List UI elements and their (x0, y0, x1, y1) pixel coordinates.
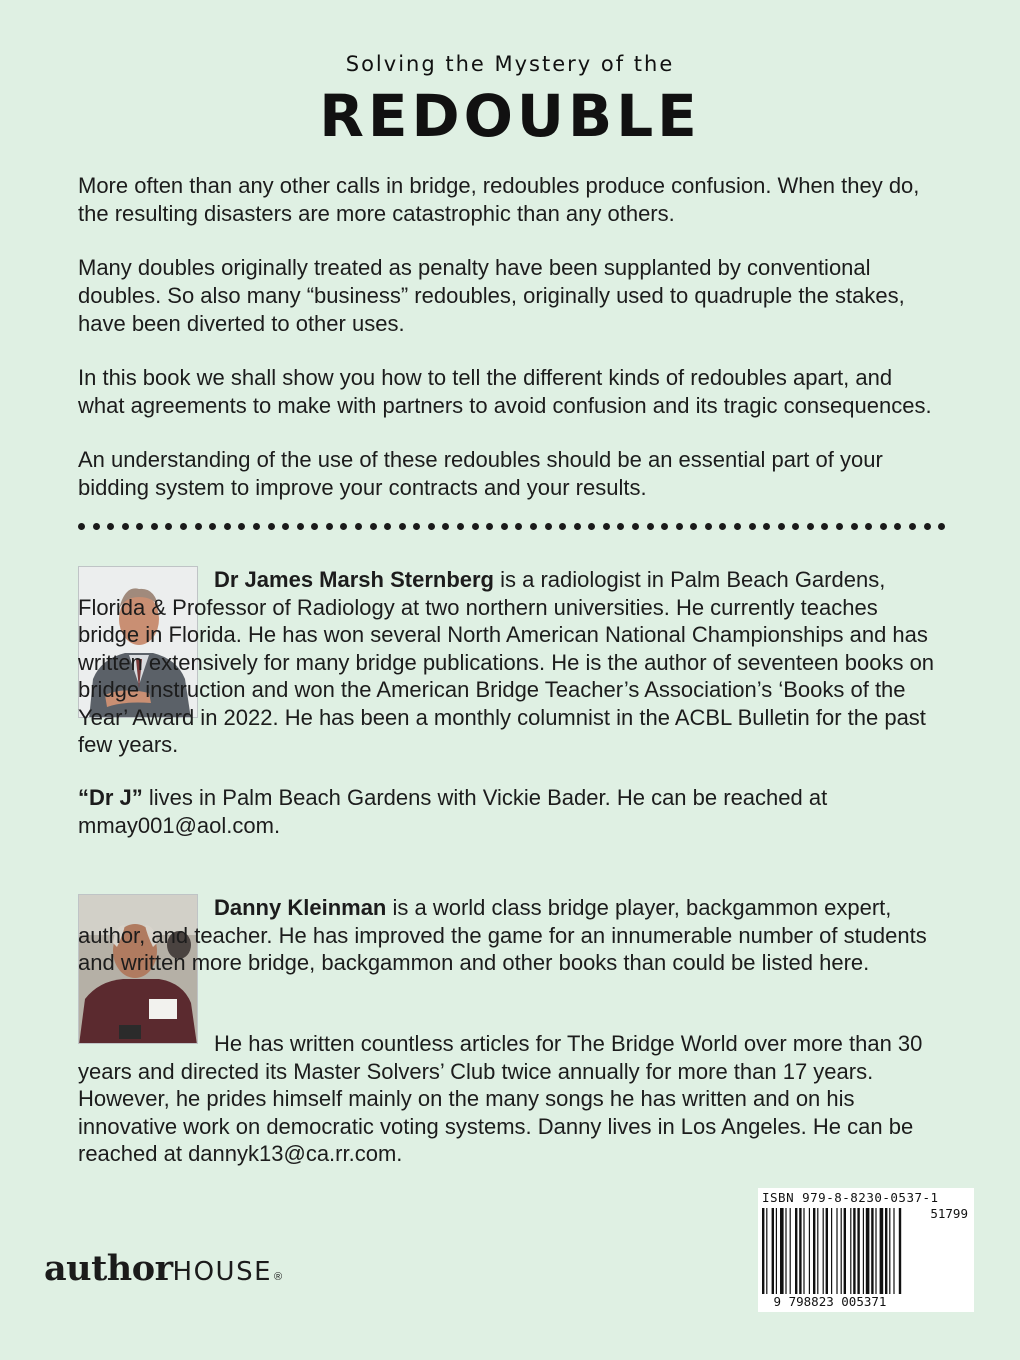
divider-dot (457, 523, 464, 530)
price-code: 51799 (930, 1206, 968, 1221)
divider-dot (690, 523, 697, 530)
divider-dot (472, 523, 479, 530)
dotted-divider (78, 518, 946, 534)
barcode-bar (885, 1208, 887, 1294)
barcode-bar (809, 1208, 810, 1294)
divider-dot (501, 523, 508, 530)
barcode-bar (899, 1208, 901, 1294)
barcode-bar (803, 1208, 804, 1294)
divider-dot (282, 523, 289, 530)
author1-contact (78, 784, 944, 839)
divider-dot (151, 523, 158, 530)
barcode-bar (866, 1208, 870, 1294)
author2-bio (78, 894, 944, 977)
barcode-bar (790, 1208, 791, 1294)
divider-dot (486, 523, 493, 530)
divider-dot (894, 523, 901, 530)
divider-dot (413, 523, 420, 530)
barcode-bar (836, 1208, 837, 1294)
barcode-bar (844, 1208, 846, 1294)
divider-dot (734, 523, 741, 530)
divider-dot (268, 523, 275, 530)
divider-dot (924, 523, 931, 530)
divider-dot (530, 523, 537, 530)
divider-dot (821, 523, 828, 530)
divider-dot (676, 523, 683, 530)
divider-dot (515, 523, 522, 530)
barcode-bar (772, 1208, 774, 1294)
divider-dot (136, 523, 143, 530)
divider-dot (428, 523, 435, 530)
divider-dot (370, 523, 377, 530)
author2-name: Danny Kleinman (214, 895, 387, 920)
divider-dot (107, 523, 114, 530)
blurb-paragraph-2: Many doubles originally treated as penalty have been supplanted by conventional doubles. So also many “business” redoubles, originally used to quadruple the stakes, have been diverted to other uses. (78, 255, 905, 336)
logo-author: author (44, 1248, 173, 1289)
divider-dot (705, 523, 712, 530)
author1-name: Dr James Marsh Sternberg (214, 567, 494, 592)
divider-dot (78, 523, 85, 530)
divider-dot (763, 523, 770, 530)
cover-title: REDOUBLE (319, 82, 701, 150)
divider-dot (749, 523, 756, 530)
author2-bio-text: is a world class bridge player, backgammon expert, author, and teacher. He has improved the game for an innumerable number of students and written more bridge, backgammon and other books than could be listed here. (78, 895, 927, 975)
barcode-bar (762, 1208, 764, 1294)
barcode-bar (893, 1208, 894, 1294)
divider-dot (880, 523, 887, 530)
divider-dot (253, 523, 260, 530)
divider-dot (93, 523, 100, 530)
isbn-barcode (758, 1188, 974, 1312)
divider-dot (355, 523, 362, 530)
divider-dot (588, 523, 595, 530)
divider-dot (384, 523, 391, 530)
barcode-bar (817, 1208, 818, 1294)
barcode-bar (785, 1208, 786, 1294)
divider-dot (165, 523, 172, 530)
barcode-bar (850, 1208, 851, 1294)
divider-dot (545, 523, 552, 530)
barcode-bar (831, 1208, 832, 1294)
divider-dot (603, 523, 610, 530)
divider-dot (311, 523, 318, 530)
barcode-bar (863, 1208, 864, 1294)
divider-dot (632, 523, 639, 530)
divider-dot (647, 523, 654, 530)
barcode-bar (795, 1208, 797, 1294)
author2-bio-continued: He has written countless articles for The Bridge World over more than 30 years and directed its Master Solvers’ Club twice annually for more than 17 years. However, he prides himself mainly on the many songs he has written and on his innovative work on democratic voting systems. Danny lives in Los Angeles. He can be reached at dannyk13@ca.rr.com. (78, 1031, 923, 1166)
barcode-bar (780, 1208, 784, 1294)
divider-dot (180, 523, 187, 530)
barcode-bar (799, 1208, 801, 1294)
barcode-number: 9 798823 005371 (760, 1294, 900, 1309)
divider-dot (297, 523, 304, 530)
divider-dot (719, 523, 726, 530)
divider-dot (778, 523, 785, 530)
divider-dot (224, 523, 231, 530)
barcode-bar (871, 1208, 873, 1294)
author1-nickname: “Dr J” (78, 785, 143, 810)
barcode-bars (762, 1208, 970, 1304)
barcode-bar (813, 1208, 815, 1294)
publisher-logo (44, 1248, 282, 1292)
divider-dot (326, 523, 333, 530)
divider-dot (559, 523, 566, 530)
blurb-paragraph-3: In this book we shall show you how to tell the different kinds of redoubles apart, and what agreements to make with partners to avoid confusion and its tragic consequences. (78, 365, 932, 418)
barcode-bar (857, 1208, 859, 1294)
blurb-paragraph-4: An understanding of the use of these redoubles should be an essential part of your bidding system to improve your contracts and your results. (78, 447, 883, 500)
logo-house: HOUSE (172, 1257, 273, 1287)
divider-dot (909, 523, 916, 530)
barcode-bar (889, 1208, 890, 1294)
divider-dot (442, 523, 449, 530)
barcode-bar (826, 1208, 828, 1294)
divider-dot (938, 523, 945, 530)
isbn-label: ISBN 979-8-8230-0537-1 (762, 1190, 939, 1205)
barcode-bar (776, 1208, 777, 1294)
barcode-bar (875, 1208, 876, 1294)
divider-dot (399, 523, 406, 530)
divider-dot (238, 523, 245, 530)
author1-contact-text: lives in Palm Beach Gardens with Vickie Bader. He can be reached at mmay001@aol.com. (78, 785, 828, 838)
author1-bio (78, 566, 944, 759)
divider-dot (574, 523, 581, 530)
barcode-bar (853, 1208, 855, 1294)
cover-subtitle: Solving the Mystery of the (345, 52, 675, 76)
blurb-paragraph-1: More often than any other calls in bridge, redoubles produce confusion. When they do, the resulting disasters are more catastrophic than any others. (78, 173, 920, 226)
divider-dot (851, 523, 858, 530)
divider-dot (122, 523, 129, 530)
divider-dot (661, 523, 668, 530)
divider-dot (209, 523, 216, 530)
barcode-bar (766, 1208, 767, 1294)
logo-registered-mark: ® (274, 1271, 283, 1283)
barcode-bar (841, 1208, 842, 1294)
divider-dot (195, 523, 202, 530)
author1-bio-text: is a radiologist in Palm Beach Gardens, Florida & Professor of Radiology at two northern universities. He currently teaches bridge in Florida. He has won several North American National Championships and has written extensively for many bridge publications. He is the author of seventeen books on bridge instruction and won the American Bridge Teacher’s Association’s ‘Books of the Year’ Award in 2022. He has been a monthly columnist in the ACBL Bulletin for the past few years. (78, 567, 935, 757)
divider-dot (865, 523, 872, 530)
divider-dot (792, 523, 799, 530)
divider-dot (836, 523, 843, 530)
divider-dot (340, 523, 347, 530)
barcode-bar (880, 1208, 884, 1294)
barcode-bar (823, 1208, 824, 1294)
divider-dot (807, 523, 814, 530)
divider-dot (617, 523, 624, 530)
